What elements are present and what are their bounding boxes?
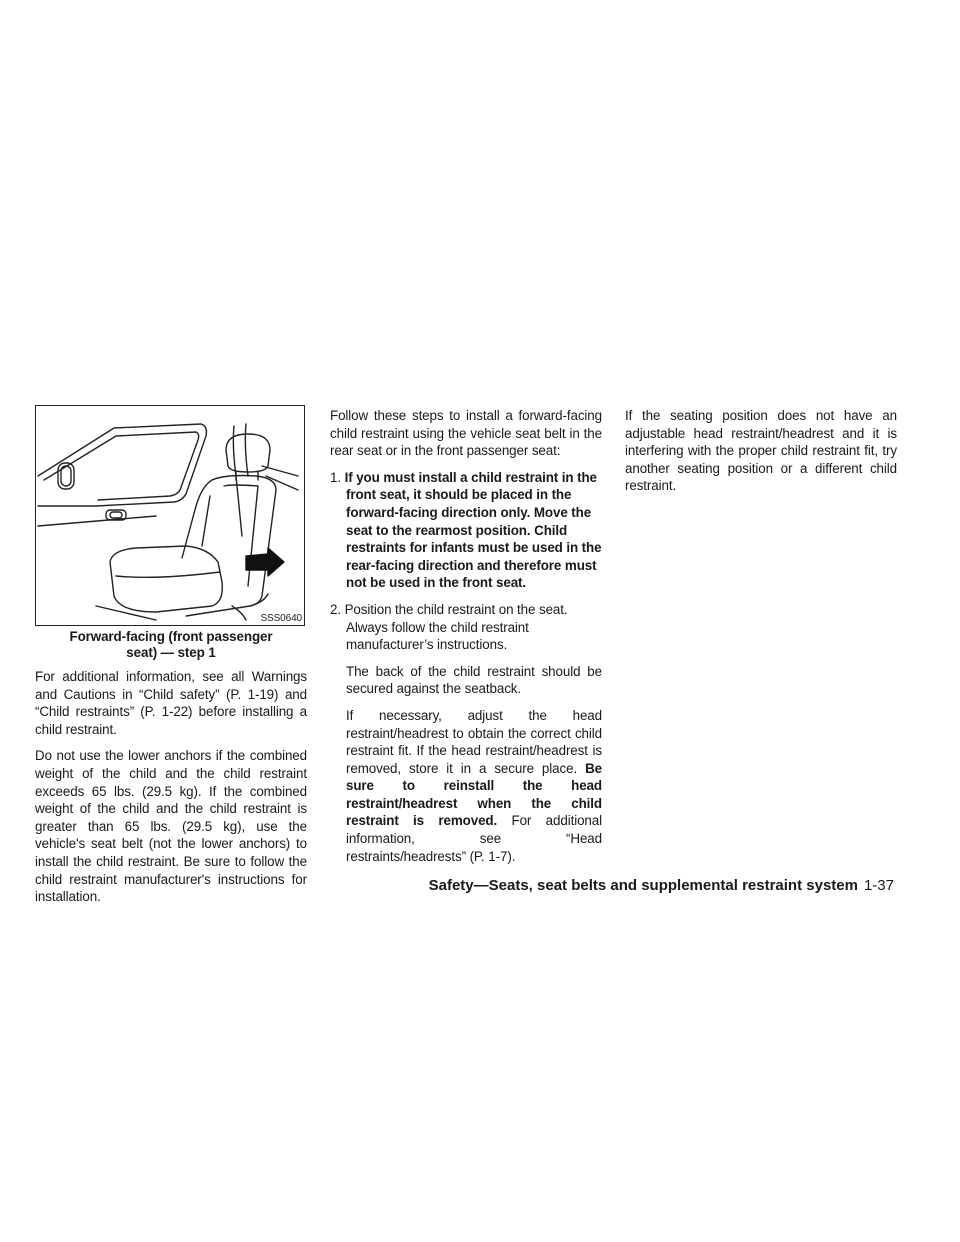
middle-column	[330, 407, 602, 874]
step-2-number: 2.	[330, 601, 341, 617]
left-column	[35, 405, 307, 915]
paragraph-lower-anchors: Do not use the lower anchors if the combined weight of the child and the child restraint exceeds 65 lbs. (29.5 kg). If the combined weight of the child and the child restraint is greater than 65 lbs. (29.5 kg), use the vehicle's seat belt (not the lower anchors) to install the child restraint. Be sure to follow the child restraint manufacturer's instructions for installation.	[35, 748, 307, 905]
caption-line-1: Forward-facing (front passenger	[69, 629, 273, 644]
figure-code: SSS0640	[260, 613, 302, 624]
paragraph-seating-position: If the seating position does not have an adjustable head restraint/headrest and it is interfering with the proper child restraint fit, try another seating position or a different child restraint.	[625, 408, 897, 494]
step-2-headrest-ref: For additional information, see “Head restraints/headrests” (P. 1-7).	[346, 813, 602, 864]
step-1	[330, 469, 602, 592]
seat-icon	[96, 476, 276, 621]
paragraph-additional-info: For additional information, see all Warnings and Cautions in “Child safety” (P. 1-19) and “Child restraints” (P. 1-22) before installing a child restraint.	[35, 669, 307, 737]
seat-illustration	[36, 406, 304, 625]
figure-caption	[43, 629, 299, 661]
caption-line-2: seat) — step 1	[126, 645, 216, 660]
step-2-headrest-warning: Be sure to reinstall the head restraint/headrest when the child restraint is removed.	[346, 760, 602, 829]
figure-forward-facing-seat	[35, 405, 305, 626]
page-footer	[429, 877, 894, 895]
step-2	[330, 601, 602, 654]
footer-section-title: Safety—Seats, seat belts and supplemental restraint system	[428, 877, 858, 894]
step-2-headrest-text: If necessary, adjust the head restraint/headrest to obtain the correct child restraint fit. If the head restraint/headrest is removed, store it in a secure place.	[346, 707, 602, 776]
step-2-headrest	[330, 707, 602, 865]
step-2-seatback: The back of the child restraint should be secured against the seatback.	[346, 663, 602, 697]
step-1-number: 1.	[330, 469, 341, 485]
step-2-text: Position the child restraint on the seat. Always follow the child restraint manufacturer’s instructions.	[344, 601, 568, 653]
step-1-text: If you must install a child restraint in the front seat, it should be placed in the forward-facing direction only. Move the seat to the rearmost position. Child restraints for infants must be used in the rear-facing direction and therefore must not be used in the front seat.	[344, 469, 602, 591]
paragraph-intro: Follow these steps to install a forward-facing child restraint using the vehicle seat belt in the rear seat or in the front passenger seat:	[330, 408, 602, 459]
page-number: 1-37	[863, 877, 894, 894]
right-column	[625, 407, 897, 504]
